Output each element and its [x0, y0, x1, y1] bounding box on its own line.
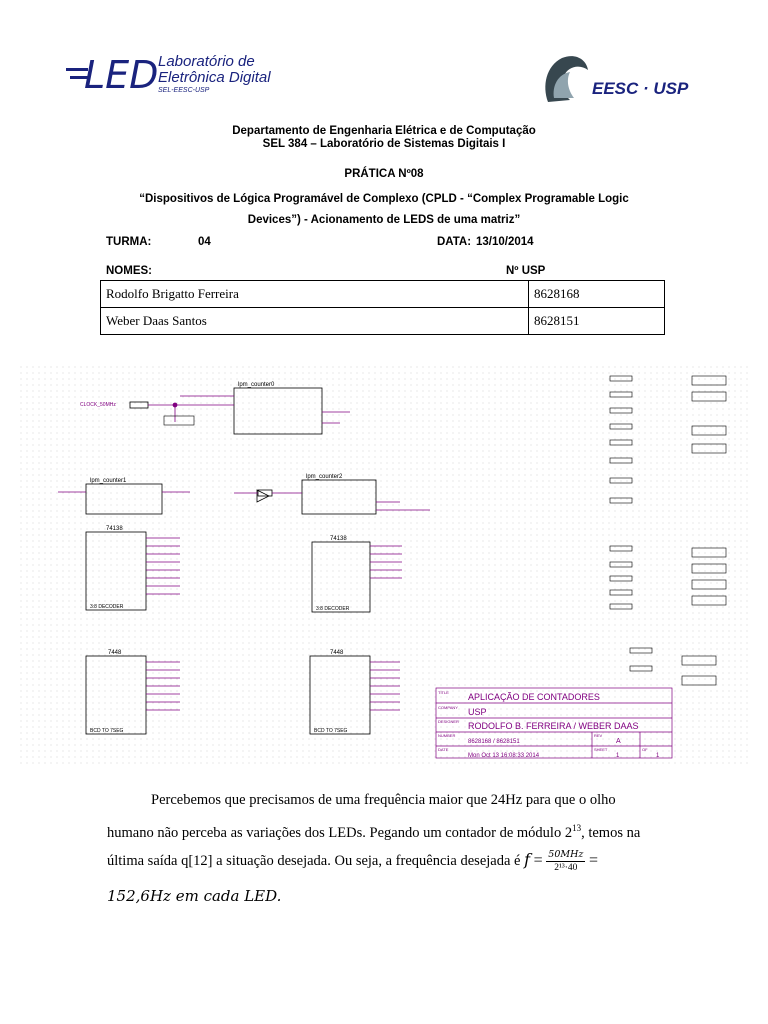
tb-designer-value: RODOLFO B. FERREIRA / WEBER DAAS — [468, 721, 639, 731]
decoder-b-caption: 3:8 DECODER — [316, 606, 350, 612]
student-name: Weber Daas Santos — [101, 308, 529, 335]
tb-designer-label: DESIGNER — [438, 719, 459, 724]
paragraph-line-1: Percebemos que precisamos de uma frequência maior que 24Hz para que o olho — [151, 792, 616, 808]
schematic-grid — [20, 366, 748, 766]
decoder-a-name: 74138 — [106, 526, 123, 532]
tb-number-value: 8628168 / 8628151 — [468, 739, 520, 745]
tb-company-label: COMPANY — [438, 705, 458, 710]
student-nusp: 8628168 — [529, 281, 665, 308]
led-lab-logo — [66, 50, 276, 100]
exponent: 13 — [572, 823, 582, 833]
department: Departamento de Engenharia Elétrica e de Computação — [232, 125, 536, 137]
counter2-name: lpm_counter2 — [306, 474, 343, 480]
led-logo-line2: Eletrônica Digital — [158, 69, 271, 86]
tb-of-label: OF — [642, 747, 648, 752]
nusp-label: Nº USP — [506, 265, 546, 277]
eesc-usp-logo — [540, 52, 690, 108]
result-value: 152,6Hz em cada LED. — [107, 887, 282, 905]
led-logo-sub: SEL-EESC-USP — [158, 87, 210, 94]
turma-value: 04 — [198, 236, 211, 248]
practice-number: PRÁTICA Nº08 — [344, 168, 424, 180]
bcd-a-caption: BCD TO 7SEG — [90, 728, 124, 734]
student-name: Rodolfo Brigatto Ferreira — [101, 281, 529, 308]
paragraph-line-3 — [107, 846, 662, 875]
equals-sign-2: = — [589, 852, 599, 869]
decoder-a-caption: 3:8 DECODER — [90, 604, 124, 610]
title-line-1: “Dispositivos de Lógica Programável de Complexo (CPLD - “Complex Programable Logic — [139, 193, 629, 205]
bcd-b-name: 7448 — [330, 650, 344, 656]
table-row — [101, 281, 665, 308]
frequency-symbol: f — [524, 850, 531, 869]
eesc-usp-text: EESC · USP — [592, 79, 689, 98]
led-logo-line1: Laboratório de — [158, 53, 255, 70]
table-row — [101, 308, 665, 335]
course: SEL 384 – Laboratório de Sistemas Digitais I — [262, 138, 506, 150]
tb-title-label: TITLE — [438, 690, 449, 695]
bcd-a-name: 7448 — [108, 650, 122, 656]
counter1-name: lpm_counter1 — [90, 478, 127, 484]
fraction-numerator: 50MHz — [548, 849, 584, 861]
data-value: 13/10/2014 — [476, 236, 534, 248]
tb-rev-label: REV — [594, 733, 603, 738]
fraction — [546, 849, 585, 874]
tb-company-value: USP — [468, 707, 487, 717]
student-nusp: 8628151 — [529, 308, 665, 335]
paragraph-line-2-end: , temos na — [581, 824, 641, 841]
tb-title-value: APLICAÇÃO DE CONTADORES — [468, 692, 600, 702]
counter0-name: lpm_counter0 — [238, 382, 275, 388]
title-line-2: Devices”) - Acionamento de LEDS de uma matriz” — [247, 214, 521, 226]
paragraph-line-2-text: humano não perceba as variações dos LEDs. Pegando um contador de módulo 2 — [107, 824, 573, 841]
paragraph-line-2 — [107, 814, 662, 847]
tb-number-label: NUMBER — [438, 733, 456, 738]
turma-label: TURMA: — [106, 236, 152, 248]
tb-rev-value: A — [616, 738, 621, 745]
tb-of-value: 1 — [656, 753, 660, 759]
nomes-label: NOMES: — [106, 265, 152, 277]
data-label: DATA: — [437, 236, 472, 248]
paragraph-line-3-text: última saída q[12] a situação desejada. Ou seja, a frequência desejada é — [107, 853, 521, 869]
tb-date-label: DATE — [438, 747, 449, 752]
tb-date-value: Mon Oct 13 16:08:33 2014 — [468, 753, 540, 759]
bcd-b-caption: BCD TO 7SEG — [314, 728, 348, 734]
decoder-b-name: 74138 — [330, 536, 347, 542]
tb-sheet-value: 1 — [616, 753, 620, 759]
tb-sheet-label: SHEET — [594, 747, 608, 752]
clock-input-label: CLOCK_50MHz — [80, 402, 116, 408]
fraction-denominator: 2¹³·40 — [554, 863, 578, 874]
equals-sign: = — [533, 852, 543, 869]
led-mark: LED — [84, 53, 159, 97]
circuit-schematic — [20, 366, 748, 766]
students-table — [100, 280, 665, 335]
